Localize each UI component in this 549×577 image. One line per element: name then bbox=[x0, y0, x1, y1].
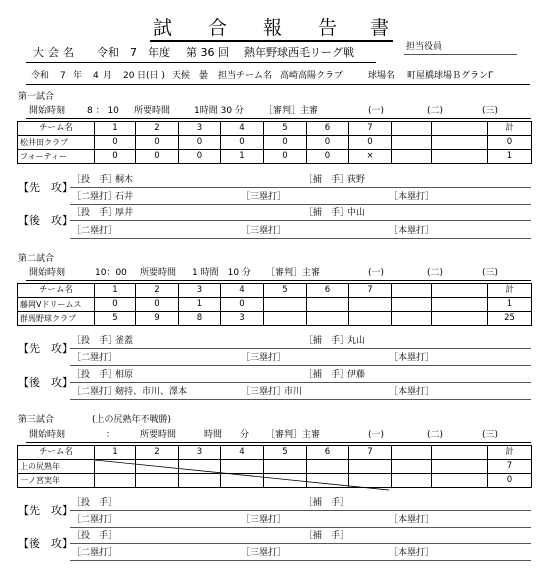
score-cell bbox=[392, 460, 432, 474]
score-cell: 5 bbox=[95, 312, 136, 326]
score-cell bbox=[307, 298, 349, 312]
game2-second-pitcher: 相原 bbox=[115, 370, 134, 380]
score-cell bbox=[136, 474, 179, 488]
game1-first-pitcher: 桐木 bbox=[115, 175, 134, 185]
game1-start-label: 開始時刻 bbox=[29, 106, 66, 116]
team-name: 一ノ宮実年 bbox=[18, 474, 95, 488]
total-cell: 25 bbox=[488, 312, 532, 326]
score-cell: 8 bbox=[179, 312, 221, 326]
inning-3-header: 3 bbox=[179, 284, 221, 298]
score-cell: 9 bbox=[136, 312, 179, 326]
game3-base2-label: (二) bbox=[427, 430, 444, 440]
game3-second-catcher-label: ［捕 手］ bbox=[304, 531, 350, 541]
score-cell: 0 bbox=[136, 150, 179, 164]
game1-second-triple-label: ［三塁打］ bbox=[241, 226, 287, 236]
inning-5-header: 5 bbox=[264, 284, 307, 298]
game2-duration: 1 時間 10 分 bbox=[192, 268, 251, 278]
game2-second-pitcher-label: ［投 手］ bbox=[72, 370, 118, 380]
game2-first-homer-label: ［本塁打］ bbox=[389, 353, 435, 363]
team-col-header: チーム名 bbox=[18, 284, 95, 298]
game1-time-underline bbox=[26, 118, 531, 119]
game3-heading: 第三試合 bbox=[18, 415, 55, 425]
info-year: 7 bbox=[60, 71, 66, 81]
game2-time-underline bbox=[26, 280, 531, 281]
title-char-1: 試 bbox=[153, 17, 173, 39]
info-team: 高崎高陽クラブ bbox=[280, 71, 344, 81]
team-col-header: チーム名 bbox=[18, 446, 95, 460]
inning-1-header: 1 bbox=[95, 446, 136, 460]
officer-label: 担当役員 bbox=[406, 42, 443, 52]
game1-second-pitcher-label: ［投 手］ bbox=[72, 208, 118, 218]
tournament-round: 第 36 回 bbox=[186, 46, 229, 59]
game2-first-pitcher-label: ［投 手］ bbox=[72, 336, 118, 346]
game3-base1-label: (一) bbox=[368, 430, 385, 440]
game1-first-pitcher-label: ［投 手］ bbox=[72, 175, 118, 185]
game1-base2-label: (二) bbox=[427, 106, 444, 116]
total-cell: 0 bbox=[488, 136, 532, 150]
inning-2-header: 2 bbox=[136, 122, 179, 136]
info-day-unit: 日(日 ) bbox=[137, 71, 165, 81]
score-cell bbox=[307, 460, 349, 474]
total-col-header: 計 bbox=[488, 122, 532, 136]
game2-first-double-label: ［二塁打］ bbox=[72, 353, 118, 363]
score-cell bbox=[392, 298, 432, 312]
game1-first-double-label: ［二塁打］ bbox=[72, 192, 118, 202]
score-cell bbox=[432, 474, 488, 488]
score-cell bbox=[349, 460, 392, 474]
game1-first-line1 bbox=[70, 187, 531, 188]
inning-2-header: 2 bbox=[136, 284, 179, 298]
tournament-underline bbox=[26, 62, 376, 63]
game3-first-line2 bbox=[70, 527, 531, 528]
game1-start: 8 ： 10 bbox=[87, 106, 119, 116]
info-field: 町屋橋球場ＢグランΓ bbox=[407, 71, 494, 81]
game2-base3-label: (三) bbox=[482, 268, 499, 278]
score-cell bbox=[264, 460, 307, 474]
game3-start: ： bbox=[97, 430, 116, 440]
info-year-unit: 年 bbox=[73, 71, 83, 81]
inning-4-header: 4 bbox=[221, 122, 264, 136]
game1-first-catcher: 荻野 bbox=[347, 175, 366, 185]
info-day: 20 bbox=[123, 71, 135, 81]
team-name: 上の尻熟年 bbox=[18, 460, 95, 474]
inning-7-header: 7 bbox=[349, 446, 392, 460]
game2-second-double-label: ［二塁打］ bbox=[72, 387, 118, 397]
game2-second-line1 bbox=[70, 382, 531, 383]
score-cell: 0 bbox=[179, 136, 221, 150]
score-cell bbox=[307, 474, 349, 488]
score-cell bbox=[179, 474, 221, 488]
game2-start-label: 開始時刻 bbox=[29, 268, 66, 278]
score-cell: 0 bbox=[307, 150, 349, 164]
team-name: 松井田クラブ bbox=[18, 136, 95, 150]
inning-5-header: 5 bbox=[264, 446, 307, 460]
game1-base1-label: (一) bbox=[368, 106, 385, 116]
inning-8-header bbox=[392, 284, 432, 298]
title-char-5: 書 bbox=[370, 17, 390, 39]
info-month: 4 bbox=[93, 71, 99, 81]
score-cell bbox=[432, 150, 488, 164]
info-weather: 曇 bbox=[199, 71, 209, 81]
score-cell bbox=[392, 474, 432, 488]
game2-second-catcher-label: ［捕 手］ bbox=[304, 370, 350, 380]
score-cell bbox=[221, 460, 264, 474]
game3-first-label: 【先 攻】 bbox=[18, 504, 73, 517]
inning-3-header: 3 bbox=[179, 122, 221, 136]
score-cell bbox=[95, 474, 136, 488]
score-cell: 0 bbox=[264, 150, 307, 164]
score-cell bbox=[432, 136, 488, 150]
game1-scoreboard bbox=[17, 121, 532, 164]
info-month-unit: 月 bbox=[103, 71, 113, 81]
info-weather-label: 天候 bbox=[172, 71, 191, 81]
game2-first-triple-label: ［三塁打］ bbox=[241, 353, 287, 363]
game2-first-label: 【先 攻】 bbox=[18, 342, 73, 355]
game2-second-homer-label: ［本塁打］ bbox=[389, 387, 435, 397]
inning-1-header: 1 bbox=[95, 122, 136, 136]
game1-first-homer-label: ［本塁打］ bbox=[389, 192, 435, 202]
game2-second-triple-label: ［三塁打］ bbox=[241, 387, 287, 397]
game1-second-double-label: ［二塁打］ bbox=[72, 226, 118, 236]
game2-second-line2 bbox=[70, 399, 531, 400]
game1-base3-label: (三) bbox=[482, 106, 499, 116]
info-underline bbox=[26, 84, 530, 85]
game1-duration-label: 所要時間 bbox=[134, 106, 171, 116]
inning-8-header bbox=[392, 122, 432, 136]
tournament-era: 令和 bbox=[97, 46, 119, 59]
game3-second-homer-label: ［本塁打］ bbox=[389, 548, 435, 558]
game1-second-line1 bbox=[70, 220, 531, 221]
title-char-4: 告 bbox=[318, 17, 338, 39]
game2-first-catcher: 丸山 bbox=[347, 336, 366, 346]
game2-second-triple: 市川 bbox=[284, 387, 303, 397]
score-cell bbox=[349, 312, 392, 326]
game2-base2-label: (二) bbox=[427, 268, 444, 278]
score-cell: 0 bbox=[179, 150, 221, 164]
score-cell bbox=[349, 298, 392, 312]
game3-scoreboard bbox=[17, 445, 532, 488]
score-cell: 0 bbox=[221, 298, 264, 312]
game3-first-triple-label: ［三塁打］ bbox=[241, 515, 287, 525]
game2-base1-label: (一) bbox=[368, 268, 385, 278]
title-underline bbox=[150, 40, 393, 42]
tournament-name: 熱年野球西毛リーグ戦 bbox=[244, 46, 354, 59]
team-name: フォーティー bbox=[18, 150, 95, 164]
score-cell: 1 bbox=[179, 298, 221, 312]
inning-5-header: 5 bbox=[264, 122, 307, 136]
score-cell bbox=[392, 312, 432, 326]
game3-first-line1 bbox=[70, 510, 531, 511]
game3-second-triple-label: ［三塁打］ bbox=[241, 548, 287, 558]
inning-2-header: 2 bbox=[136, 446, 179, 460]
game3-first-double-label: ［二塁打］ bbox=[72, 515, 118, 525]
tournament-year: 7 bbox=[130, 46, 137, 59]
score-cell bbox=[432, 460, 488, 474]
score-cell bbox=[432, 298, 488, 312]
game2-heading: 第二試合 bbox=[18, 254, 55, 264]
score-cell: 0 bbox=[136, 298, 179, 312]
inning-6-header: 6 bbox=[307, 284, 349, 298]
game2-second-catcher: 伊藤 bbox=[347, 370, 366, 380]
total-col-header: 計 bbox=[488, 446, 532, 460]
score-cell bbox=[136, 460, 179, 474]
game3-second-line1 bbox=[70, 543, 531, 544]
game2-first-line1 bbox=[70, 348, 531, 349]
score-cell bbox=[221, 474, 264, 488]
game2-first-pitcher: 釜蓋 bbox=[115, 336, 134, 346]
score-cell bbox=[264, 298, 307, 312]
score-cell: 0 bbox=[349, 136, 392, 150]
score-cell bbox=[392, 136, 432, 150]
score-cell bbox=[392, 150, 432, 164]
score-cell: 0 bbox=[136, 136, 179, 150]
score-cell bbox=[307, 312, 349, 326]
game3-duration: 時間 分 bbox=[204, 430, 250, 440]
game2-first-catcher-label: ［捕 手］ bbox=[304, 336, 350, 346]
game2-start: 10：00 bbox=[95, 268, 127, 278]
score-cell: 0 bbox=[95, 150, 136, 164]
game3-umpire-label: ［審判］主審 bbox=[266, 430, 321, 440]
score-cell: 3 bbox=[221, 312, 264, 326]
score-cell: 0 bbox=[95, 298, 136, 312]
inning-7-header: 7 bbox=[349, 284, 392, 298]
game3-second-line2 bbox=[70, 560, 531, 561]
game1-heading: 第一試合 bbox=[18, 92, 55, 102]
game2-second-label: 【後 攻】 bbox=[18, 376, 73, 389]
officer-line bbox=[404, 54, 517, 55]
total-cell: 0 bbox=[488, 474, 532, 488]
inning-1-header: 1 bbox=[95, 284, 136, 298]
game1-second-catcher-label: ［捕 手］ bbox=[304, 208, 350, 218]
game3-start-label: 開始時刻 bbox=[29, 430, 66, 440]
game3-second-label: 【後 攻】 bbox=[18, 537, 73, 550]
game2-duration-label: 所要時間 bbox=[140, 268, 177, 278]
score-cell: 0 bbox=[95, 136, 136, 150]
game1-first-triple-label: ［三塁打］ bbox=[241, 192, 287, 202]
game1-second-label: 【後 攻】 bbox=[18, 214, 73, 227]
game3-first-catcher-label: ［捕 手］ bbox=[304, 498, 350, 508]
info-field-label: 球場名 bbox=[368, 71, 396, 81]
info-team-label: 担当チーム名 bbox=[218, 71, 273, 81]
score-cell bbox=[432, 312, 488, 326]
game3-duration-label: 所要時間 bbox=[140, 430, 177, 440]
tournament-label: 大会名 bbox=[33, 46, 78, 59]
tournament-year-unit: 年度 bbox=[148, 46, 170, 59]
score-cell: 1 bbox=[221, 150, 264, 164]
score-cell bbox=[264, 474, 307, 488]
score-cell: 0 bbox=[264, 136, 307, 150]
team-name: 藤岡Vドリームス bbox=[18, 298, 95, 312]
game2-second-double: 剱持、市川、澤本 bbox=[115, 387, 188, 397]
total-cell: 1 bbox=[488, 150, 532, 164]
inning-7-header: 7 bbox=[349, 122, 392, 136]
score-cell bbox=[95, 460, 136, 474]
game1-first-line2 bbox=[70, 204, 531, 205]
score-cell bbox=[264, 312, 307, 326]
game1-first-double: 石井 bbox=[115, 192, 134, 202]
game1-second-pitcher: 厚井 bbox=[115, 208, 134, 218]
score-cell: 0 bbox=[307, 136, 349, 150]
game3-first-homer-label: ［本塁打］ bbox=[389, 515, 435, 525]
game1-first-catcher-label: ［捕 手］ bbox=[304, 175, 350, 185]
total-col-header: 計 bbox=[488, 284, 532, 298]
game3-second-double-label: ［二塁打］ bbox=[72, 548, 118, 558]
inning-9-header bbox=[432, 122, 488, 136]
game2-umpire-label: ［審判］主審 bbox=[266, 268, 321, 278]
game3-base3-label: (三) bbox=[482, 430, 499, 440]
title-char-3: 報 bbox=[263, 17, 283, 39]
inning-9-header bbox=[432, 446, 488, 460]
total-cell: 7 bbox=[488, 460, 532, 474]
game3-second-pitcher-label: ［投 手］ bbox=[72, 531, 118, 541]
team-col-header: チーム名 bbox=[18, 122, 95, 136]
game3-first-pitcher-label: ［投 手］ bbox=[72, 498, 118, 508]
inning-6-header: 6 bbox=[307, 122, 349, 136]
game3-time-underline bbox=[26, 442, 531, 443]
total-cell: 1 bbox=[488, 298, 532, 312]
game1-second-homer-label: ［本塁打］ bbox=[389, 226, 435, 236]
team-name: 群馬野球クラブ bbox=[18, 312, 95, 326]
inning-4-header: 4 bbox=[221, 284, 264, 298]
info-era: 令和 bbox=[31, 71, 50, 81]
game1-umpire-label: ［審判］主審 bbox=[264, 106, 319, 116]
game1-second-catcher: 中山 bbox=[347, 208, 366, 218]
inning-3-header: 3 bbox=[179, 446, 221, 460]
score-cell: 0 bbox=[221, 136, 264, 150]
title-char-2: 合 bbox=[208, 17, 228, 39]
score-cell bbox=[349, 474, 392, 488]
game2-scoreboard bbox=[17, 283, 532, 326]
game1-second-line2 bbox=[70, 238, 531, 239]
game1-duration: 1時間 30 分 bbox=[194, 106, 244, 116]
game1-first-label: 【先 攻】 bbox=[18, 181, 73, 194]
score-cell: × bbox=[349, 150, 392, 164]
inning-8-header bbox=[392, 446, 432, 460]
game2-first-line2 bbox=[70, 365, 531, 366]
inning-6-header: 6 bbox=[307, 446, 349, 460]
score-cell bbox=[179, 460, 221, 474]
inning-9-header bbox=[432, 284, 488, 298]
inning-4-header: 4 bbox=[221, 446, 264, 460]
game3-note: (上の尻熟年不戦勝) bbox=[92, 415, 172, 425]
